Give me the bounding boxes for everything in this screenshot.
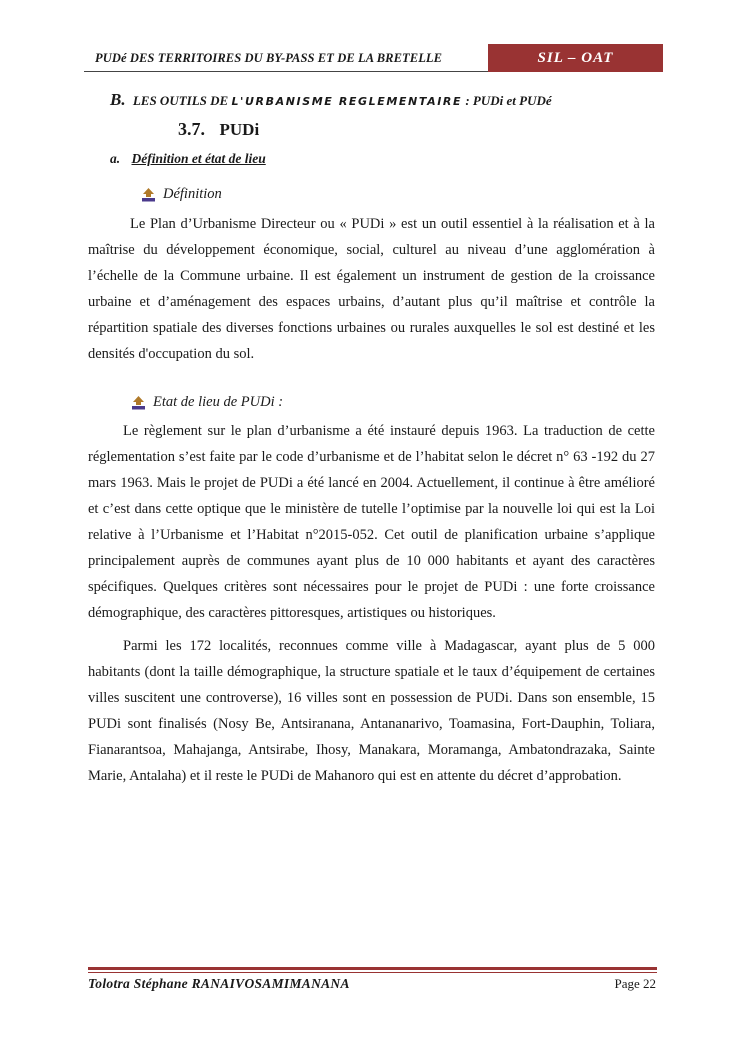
paragraph-definition-text: Le Plan d’Urbanisme Directeur ou « PUDi » est un outil essentiel à la réalisation et à la maîtrise du développement économique, social, culturel au niveau d’une agglomération à l’échelle de la Commune urbaine. Il est également un instrument de gestion de la croissance urbaine et d’aménagement des espaces urbains, d’autant plus qu’il maîtrise et contrôle la répartition spatiale des diverses fonctions urbaines ou rurales auxquelles le sol est destiné et les densités d'occupation du sol. bbox=[88, 216, 655, 362]
subsection-a-title: Définition et état de lieu bbox=[131, 151, 266, 166]
bullet-definition bbox=[142, 186, 222, 203]
section-37-heading bbox=[178, 119, 259, 140]
paragraph-etat bbox=[88, 418, 655, 626]
section-b-suffix: : PUDi et PUDé bbox=[465, 93, 552, 108]
footer-rule-thick bbox=[88, 967, 657, 970]
bullet-etat bbox=[132, 394, 283, 411]
section-b-caps: L'URBANISME REGLEMENTAIRE bbox=[231, 95, 463, 108]
bullet-arrow-icon bbox=[142, 188, 155, 202]
paragraph-localites bbox=[88, 633, 655, 789]
subsection-a-heading bbox=[110, 151, 266, 167]
bullet-etat-label: Etat de lieu de PUDi : bbox=[153, 394, 284, 410]
header-rule bbox=[84, 71, 488, 72]
bullet-arrow-icon bbox=[132, 396, 145, 410]
footer-page-number: Page 22 bbox=[614, 976, 656, 991]
paragraph-localites-text: Parmi les 172 localités, reconnues comme ville à Madagascar, ayant plus de 5 000 habitants (dont la taille démographique, la structure spatiale et le taux d’équipement de certaines villes suscitent une controverse), 16 villes sont en possession de PUDi. Dans son ensemble, 15 PUDi sont finalisés (Nosy Be, Antsiranana, Antananarivo, Toamasina, Fort-Dauphin, Toliara, Fianarantsoa, Mahajanga, Antsirabe, Ihosy, Manakara, Moramanga, Ambatondrazaka, Sainte Marie, Antalaha) et il reste le PUDi de Mahanoro qui est en attente du décret d’approbation. bbox=[88, 638, 655, 784]
paragraph-etat-text: Le règlement sur le plan d’urbanisme a été instauré depuis 1963. La traduction de cette réglementation s’est faite par le code d’urbanisme et de l’habitat selon le décret n° 63 -192 du 27 mars 1963. Mais le projet de PUDi a été lancé en 2004. Actuellement, il continue à être amélioré et c’est dans cette optique que le ministère de tutelle l’optimise par la nouvelle loi qui est la Loi relative à l’Urbanisme et l’Habitat n°2015-052. Cet outil de planification urbaine s’applique principalement auprès de communes ayant plus de 10 000 habitants et ayant des caractères spécifiques. Quelques critères sont nécessaires pour le projet de PUDi : une forte croissance démographique, des caractères pittoresques, artistiques ou historiques. bbox=[88, 423, 655, 621]
section-b-letter: B. bbox=[110, 90, 126, 109]
subsection-a-label: a. bbox=[110, 151, 121, 166]
paragraph-definition bbox=[88, 211, 655, 367]
bullet-definition-label: Définition bbox=[163, 186, 222, 202]
section-37-title: PUDi bbox=[219, 120, 260, 139]
header-badge: SIL – OAT bbox=[488, 44, 663, 72]
footer-rule-thin bbox=[88, 972, 657, 973]
section-b-heading bbox=[110, 90, 552, 110]
header-title: PUDé DES TERRITOIRES DU BY-PASS ET DE LA BRETELLE bbox=[95, 51, 443, 65]
footer-author: Tolotra Stéphane RANAIVOSAMIMANANA bbox=[88, 976, 350, 991]
section-37-number: 3.7. bbox=[178, 119, 205, 139]
section-b-prefix: LES OUTILS DE bbox=[132, 93, 229, 108]
